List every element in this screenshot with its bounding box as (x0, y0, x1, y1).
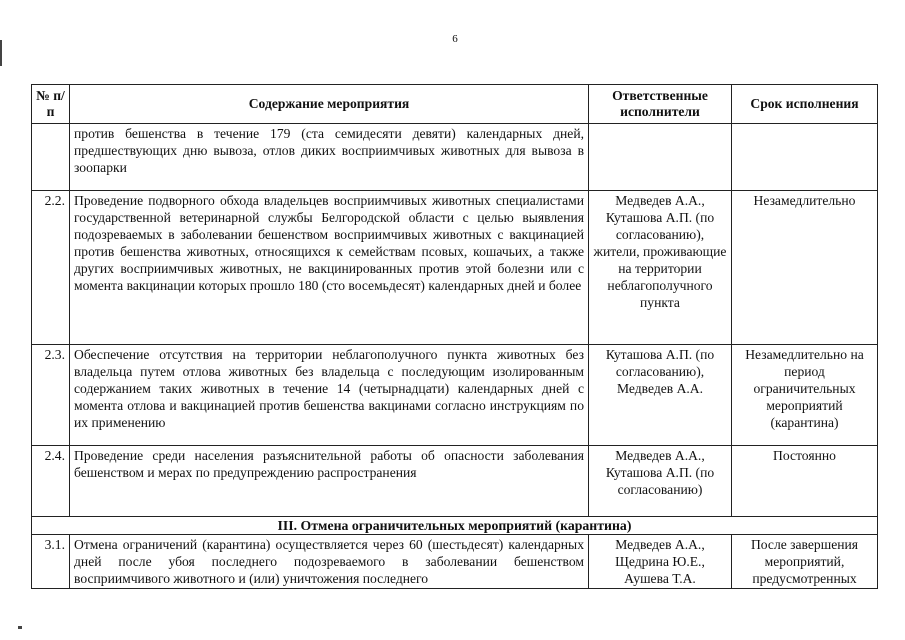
row-responsible: Куташова А.П. (по согласованию), Медведев А.А. (589, 345, 732, 446)
table-row (32, 191, 878, 345)
row-term: Незамедлительно на период ограничительных мероприятий (карантина) (732, 345, 878, 446)
row-responsible: Медведев А.А., Щедрина Ю.Е., Аушева Т.А. (589, 535, 732, 589)
page-number: 6 (452, 33, 458, 45)
row-term (732, 124, 878, 191)
row-num: 2.2. (32, 191, 70, 345)
row-num: 2.4. (32, 446, 70, 517)
header-num: № п/п (32, 85, 70, 124)
header-responsible: Ответственные исполнители (589, 85, 732, 124)
row-num: 2.3. (32, 345, 70, 446)
row-num (32, 124, 70, 191)
table-row (32, 345, 878, 446)
scan-mark-left (0, 40, 2, 66)
row-responsible: Медведев А.А., Куташова А.П. (по согласованию), жители, проживающие на территории неблагополучного пункта (589, 191, 732, 345)
row-content: против бешенства в течение 179 (ста семидесяти девяти) календарных дней, предшествующих дню вывоза, отлов диких восприимчивых животных для вывоза в зоопарки (70, 124, 589, 191)
section-row (32, 517, 878, 535)
scan-mark-bottom (18, 626, 22, 629)
header-content: Содержание мероприятия (70, 85, 589, 124)
table-header-row (32, 85, 878, 124)
table-row (32, 124, 878, 191)
row-num: 3.1. (32, 535, 70, 589)
table-row (32, 446, 878, 517)
table-row (32, 535, 878, 589)
section-title: III. Отмена ограничительных мероприятий (карантина) (32, 517, 878, 535)
row-content: Отмена ограничений (карантина) осуществляется через 60 (шестьдесят) календарных дней после убоя последнего подозреваемого в заболевании бешенством восприимчивого животного и (или) уничтожения последнего (70, 535, 589, 589)
row-responsible: Медведев А.А., Куташова А.П. (по согласованию) (589, 446, 732, 517)
row-content: Проведение подворного обхода владельцев восприимчивых животных специалистами государственной ветеринарной службы Белгородской области с целью выявления подозреваемых в заболевании бешенством восприимчивых животных с вакцинацией против бешенства животных, относящихся к семействам псовых, кошачьих, а также других восприимчивых животных, не вакцинированных против этой болезни или с момента вакцинации которых прошло 180 (сто восемьдесят) календарных дней и более (70, 191, 589, 345)
row-term: После завершения мероприятий, предусмотренных (732, 535, 878, 589)
measures-table (31, 84, 878, 589)
row-term: Постоянно (732, 446, 878, 517)
row-content: Обеспечение отсутствия на территории неблагополучного пункта животных без владельца путем отлова животных без владельца с последующим изолированным содержанием таких животных в течение 14 (четырнадцати) календарных дней с момента отлова и вакцинацией против бешенства вакцинами согласно инструкциям по их применению (70, 345, 589, 446)
row-responsible (589, 124, 732, 191)
header-term: Срок исполнения (732, 85, 878, 124)
row-content: Проведение среди населения разъяснительной работы об опасности заболевания бешенством и мерах по предупреждению распространения (70, 446, 589, 517)
row-term: Незамедлительно (732, 191, 878, 345)
